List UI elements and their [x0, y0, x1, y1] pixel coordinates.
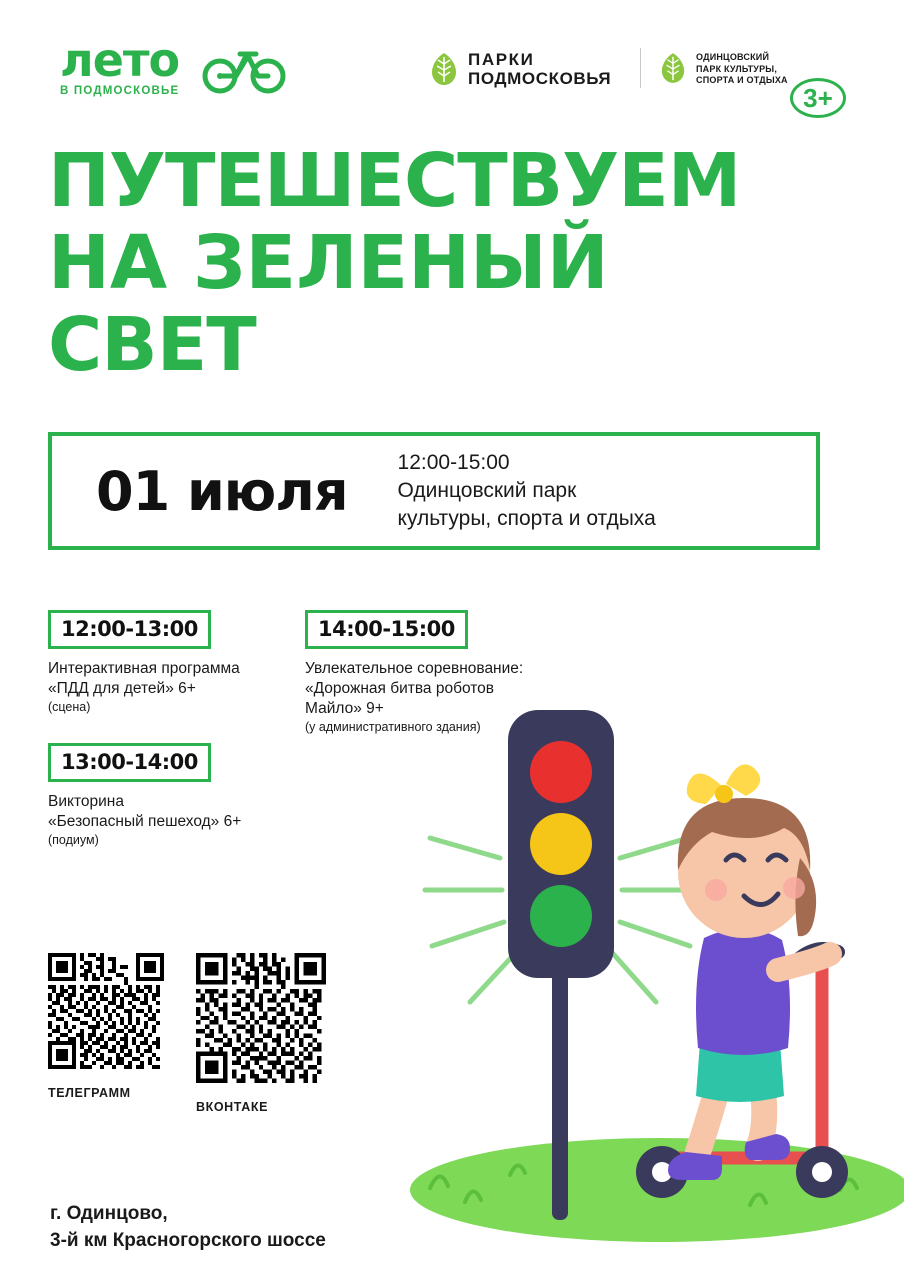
odintsovo-logo-text: [696, 52, 788, 87]
event-details: [398, 449, 656, 533]
traffic-light-green: [530, 885, 592, 947]
program-note: (у административного здания): [305, 720, 481, 734]
page-title: [48, 140, 868, 386]
bicycle-icon: [200, 44, 290, 99]
address-line-2: 3-й км Красногорского шоссе: [50, 1230, 326, 1251]
leto-logo-subtitle: В ПОДМОСКОВЬЕ: [60, 85, 180, 97]
traffic-light-pole: [552, 970, 568, 1220]
traffic-light-red: [530, 741, 592, 803]
program-desc-line2: «Безопасный пешеход» 6+: [48, 813, 242, 830]
event-place-line1: Одинцовский парк: [397, 479, 577, 502]
venue-address: [50, 1200, 326, 1254]
program-desc-line1: Увлекательное соревнование:: [305, 660, 524, 677]
traffic-light-yellow: [530, 813, 592, 875]
title-line-2: НА ЗЕЛЕНЫЙ: [48, 220, 609, 306]
program-desc-line2: «ПДД для детей» 6+: [48, 680, 196, 697]
event-place-line2: культуры, спорта и отдыха: [397, 507, 656, 530]
parks-logo-line1: ПАРКИ: [468, 50, 535, 69]
odintsovo-logo-line3: СПОРТА И ОТДЫХА: [696, 75, 788, 85]
age-rating-badge: 3+: [790, 78, 846, 118]
program-description: [48, 792, 298, 848]
qr-telegram[interactable]: [48, 953, 164, 1069]
program-note: (подиум): [48, 833, 99, 847]
leaf-icon: [430, 52, 458, 86]
odintsovo-park-logo: [660, 52, 788, 87]
event-time: 12:00-15:00: [397, 451, 510, 474]
parki-podmoskovya-logo: [430, 50, 611, 88]
program-time-chip: 12:00-13:00: [48, 610, 211, 649]
event-date-box: [48, 432, 820, 550]
program-time-chip: 14:00-15:00: [305, 610, 468, 649]
qr-telegram-caption: ТЕЛЕГРАММ: [48, 1086, 131, 1100]
parks-logo-line2: ПОДМОСКОВЬЯ: [468, 69, 612, 88]
header-divider: [640, 48, 641, 88]
hair-bow: [687, 764, 760, 804]
odintsovo-logo-line1: ОДИНЦОВСКИЙ: [696, 52, 770, 62]
program-desc-line1: Интерактивная программа: [48, 660, 240, 677]
program-description: [48, 659, 298, 715]
child-figure: [668, 764, 830, 1180]
leto-logo-word: лето: [60, 33, 180, 87]
qr-vkontakte[interactable]: [196, 953, 326, 1083]
program-desc-line1: Викторина: [48, 793, 124, 810]
traffic-light: [508, 710, 614, 978]
program-desc-line3: Майло» 9+: [305, 700, 384, 717]
address-line-1: г. Одинцово,: [50, 1203, 168, 1224]
parks-logo-text: [468, 50, 611, 88]
program-note: (сцена): [48, 700, 91, 714]
odintsovo-logo-line2: ПАРК КУЛЬТУРЫ,: [696, 63, 778, 74]
illustration-child-on-scooter: [370, 690, 904, 1250]
leaf-icon: [660, 52, 688, 86]
qr-telegram-block[interactable]: [48, 953, 164, 1100]
qr-vkontakte-block[interactable]: [196, 953, 326, 1114]
qr-vkontakte-caption: ВКОНТАКЕ: [196, 1100, 269, 1114]
poster-header: [0, 34, 904, 114]
title-line-1: ПУТЕШЕСТВУЕМ: [48, 138, 741, 224]
title-line-3: СВЕТ: [48, 302, 256, 388]
program-desc-line2: «Дорожная битва роботов: [305, 680, 495, 697]
program-item: [48, 610, 298, 715]
program-time-chip: 13:00-14:00: [48, 743, 211, 782]
program-column-left: [48, 610, 298, 876]
event-date: 01 июля: [96, 459, 348, 523]
program-item: [48, 743, 298, 848]
leto-v-podmoskovye-logo: [60, 33, 290, 110]
